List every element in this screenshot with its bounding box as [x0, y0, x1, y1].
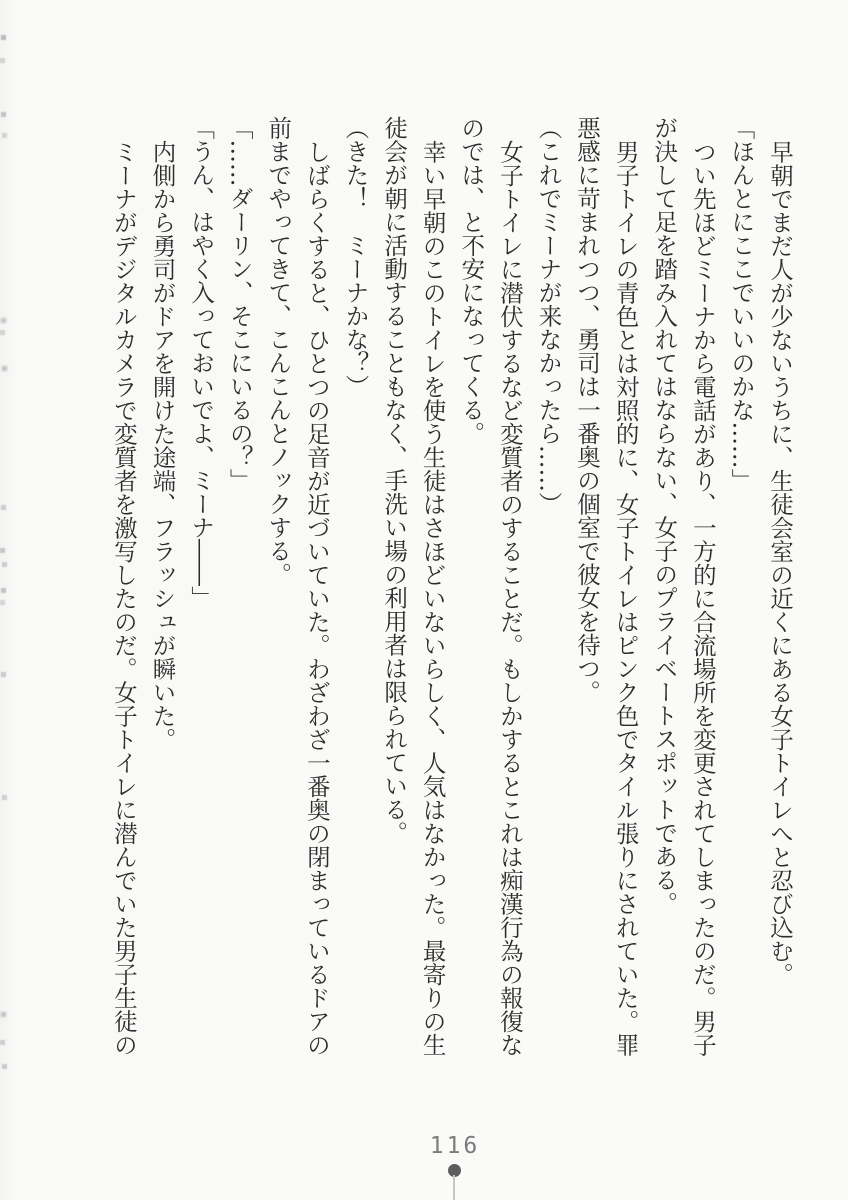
text-column: 幸い早朝のこのトイレを使う生徒はさほどいないらしく、人気はなかった。最寄りの生	[418, 139, 447, 1056]
text-column: 「……ダーリン、そこにいるの？」	[225, 116, 254, 492]
text-column: 「うん、はやく入っておいでよ、ミーナ――」	[187, 116, 216, 610]
text-columns	[104, 116, 799, 1057]
scan-edge-artifacts	[0, 0, 5, 5]
page-number: 116	[429, 1133, 481, 1159]
text-column: ミーナがデジタルカメラで変質者を激写したのだ。女子トイレに潜んでいた男子生徒の	[109, 139, 138, 1056]
text-column: 早朝でまだ人が少ないうちに、生徒会室の近くにある女子トイレへと忍び込む。	[766, 139, 794, 986]
text-column: のでは、と不安になってくる。	[457, 116, 486, 445]
text-column: しばらくすると、ひとつの足音が近づいていた。わざわざ一番奥の閉まっているドアの	[302, 139, 331, 1056]
text-column: 男子トイレの青色とは対照的に、女子トイレはピンク色でタイル張りにされていた。罪	[611, 139, 640, 1056]
text-column: 悪感に苛まれつつ、勇司は一番奥の個室で彼女を待つ。	[573, 116, 602, 704]
text-column: 「ほんとにここでいいのかな……」	[727, 116, 756, 492]
text-column: 徒会が朝に活動することもなく、手洗い場の利用者は限られている。	[380, 116, 409, 845]
text-column: 女子トイレに潜伏するなど変質者のすることだ。もしかするとこれは痴漢行為の報復な	[495, 139, 524, 1056]
binding-line-mark	[453, 1175, 455, 1200]
text-column: （これでミーナが来なかったら……）	[534, 116, 563, 516]
text-column: 前までやってきて、こんこんとノックする。	[264, 116, 293, 586]
text-column: （きた！ ミーナかな？）	[341, 116, 370, 398]
text-column: つい先ほどミーナから電話があり、一方的に合流場所を変更されてしまったのだ。男子	[688, 139, 717, 1056]
text-column: 内側から勇司がドアを開けた途端、フラッシュが瞬いた。	[148, 139, 177, 751]
text-column: が決して足を踏み入れてはならない、女子のプライベートスポットである。	[650, 116, 679, 915]
